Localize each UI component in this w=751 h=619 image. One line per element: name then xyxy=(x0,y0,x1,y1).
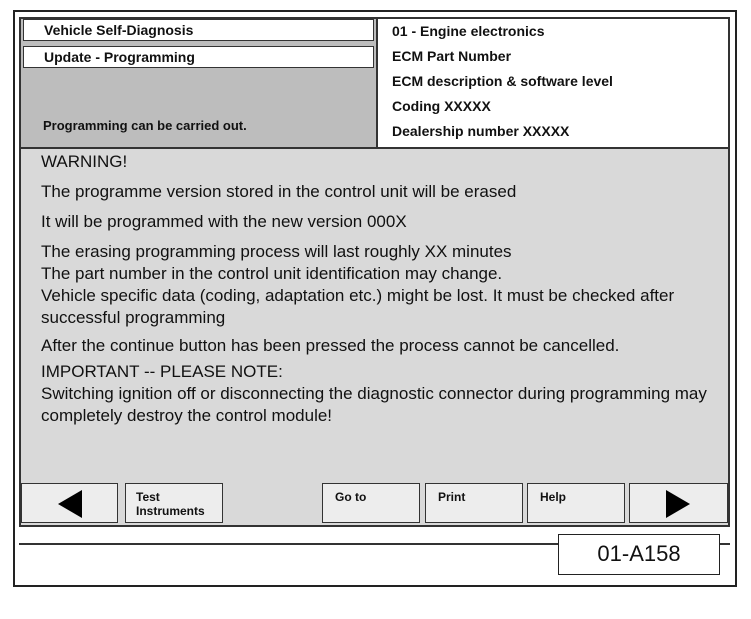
left-arrow-icon xyxy=(58,490,82,518)
warning-line: It will be programmed with the new version 000X xyxy=(41,212,407,231)
print-button[interactable] xyxy=(425,483,523,523)
print-label: Print xyxy=(438,490,466,504)
ecm-description: ECM description & software level xyxy=(392,73,613,89)
sub-function-title: Update - Programming xyxy=(23,46,374,68)
test-instruments-label: Test Instruments xyxy=(136,490,205,518)
important-heading: IMPORTANT -- PLEASE NOTE: xyxy=(41,362,283,381)
help-button[interactable] xyxy=(527,483,625,523)
coding: Coding XXXXX xyxy=(392,98,491,114)
warning-line: The part number in the control unit identification may change. xyxy=(41,264,503,283)
header-left-panel xyxy=(21,19,378,147)
header-divider xyxy=(21,147,728,149)
control-unit-name: 01 - Engine electronics xyxy=(392,23,545,39)
go-to-label: Go to xyxy=(335,490,367,504)
test-instruments-button[interactable] xyxy=(125,483,223,523)
warning-line: The programme version stored in the control unit will be erased xyxy=(41,182,517,201)
warning-line: After the continue button has been pressed the process cannot be cancelled. xyxy=(41,336,620,355)
help-label: Help xyxy=(540,490,567,504)
status-message: Programming can be carried out. xyxy=(43,118,247,133)
warning-line: The erasing programming process will last roughly XX minutes xyxy=(41,242,512,261)
header-right-panel xyxy=(378,19,728,147)
warning-heading: WARNING! xyxy=(41,152,128,171)
forward-button[interactable] xyxy=(629,483,728,523)
ecm-part-number: ECM Part Number xyxy=(392,48,512,64)
button-bar xyxy=(21,483,728,525)
warning-line: Switching ignition off or disconnecting the diagnostic connector during programming may completely destroy the control module! xyxy=(41,384,707,425)
go-to-button[interactable] xyxy=(322,483,420,523)
back-button[interactable] xyxy=(21,483,118,523)
figure-reference: 01-A158 xyxy=(558,534,720,575)
dealership-number: Dealership number XXXXX xyxy=(392,123,570,139)
warning-text-area xyxy=(41,151,721,427)
diagnosis-screen xyxy=(19,17,730,527)
function-title: Vehicle Self-Diagnosis xyxy=(23,19,374,41)
warning-line: Vehicle specific data (coding, adaptation etc.) might be lost. It must be checked after successful programming xyxy=(41,286,675,327)
right-arrow-icon xyxy=(666,490,690,518)
